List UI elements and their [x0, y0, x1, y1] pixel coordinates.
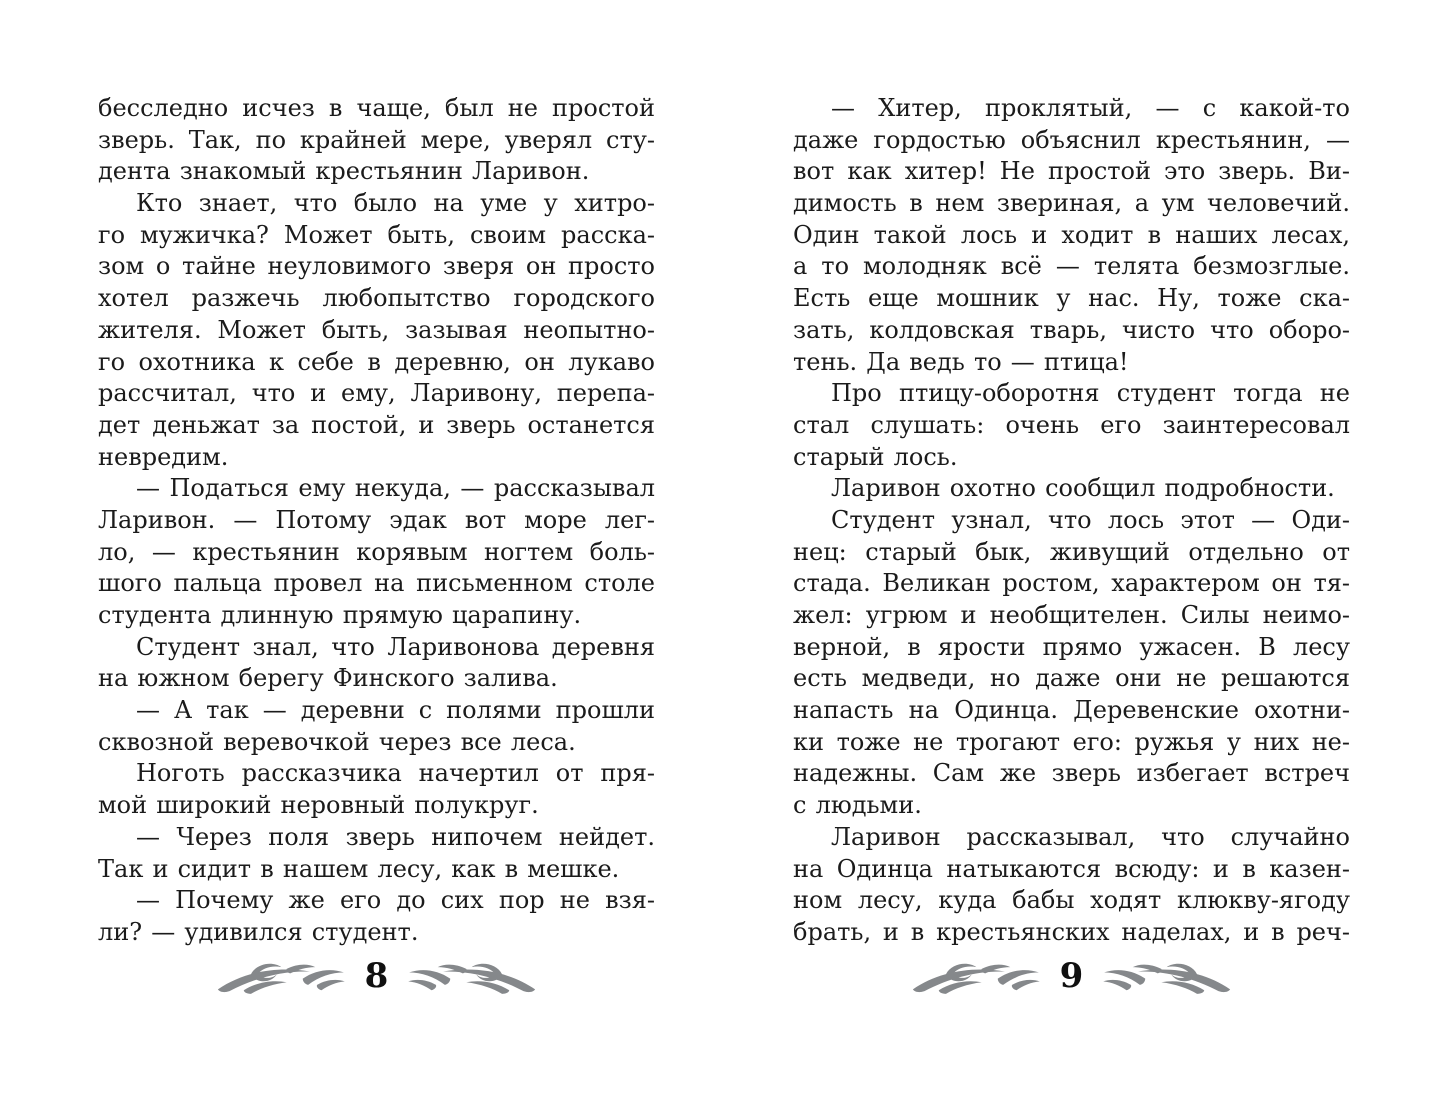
text-line: хотел разжечь любопытство городского [98, 284, 655, 313]
paragraph [793, 378, 1350, 473]
text-line: Ларивон. — Потому эдак вот море лег- [98, 505, 655, 534]
text-line: с людьми. [793, 791, 922, 820]
text-line: стада. Великан ростом, характером он тя- [793, 569, 1350, 598]
text-line: зверь. Так, по крайней мере, уверял сту- [98, 125, 655, 154]
page-text [793, 93, 1350, 949]
paragraph [98, 188, 655, 473]
text-line: напасть на Одинца. Деревенские охотни- [793, 696, 1350, 725]
text-line: ном лесу, куда бабы ходят клюкву-ягоду [793, 886, 1350, 915]
text-line: — Податься ему некуда, — рассказывал [136, 474, 655, 503]
text-line: нец: старый бык, живущий отдельно от [793, 537, 1350, 566]
text-line: го мужичка? Может быть, своим расска- [98, 220, 655, 249]
text-line: Есть еще мошник у нас. Ну, тоже ска- [793, 284, 1350, 313]
page-right [793, 0, 1350, 1096]
paragraph [98, 758, 655, 821]
text-line: — Через поля зверь нипочем нейдет. [136, 822, 655, 851]
text-line: верной, в ярости прямо ужасен. В лесу [793, 632, 1350, 661]
paragraph [98, 632, 655, 695]
text-line: вот как хитер! Не простой это зверь. Ви- [793, 157, 1350, 186]
text-line: Так и сидит в нашем лесу, как в мешке. [98, 854, 620, 883]
text-line: жителя. Может быть, зазывая неопытно- [98, 315, 655, 344]
text-line: — Хитер, проклятый, — с какой-то [831, 94, 1350, 122]
text-line: дет деньжат за постой, и зверь останется [98, 410, 655, 439]
flourish-left-icon [217, 956, 351, 996]
text-line: ки тоже не трогают его: ружья у них не- [793, 727, 1350, 756]
text-line: брать, и в крестьянских наделах, и в реч- [793, 917, 1350, 946]
text-line: шого пальца провел на письменном столе [98, 569, 655, 598]
text-line: старый лось. [793, 442, 958, 471]
text-line: дента знакомый крестьянин Ларивон. [98, 157, 590, 186]
text-line: есть медведи, но даже они не решаются [793, 664, 1350, 693]
page-text [98, 93, 655, 949]
page-footer [98, 956, 655, 996]
text-line: Кто знает, что было на уме у хитро- [136, 189, 655, 218]
text-line: стал слушать: очень его заинтересовал [793, 410, 1350, 439]
flourish-right-icon [1097, 956, 1231, 996]
text-line: бесследно исчез в чаще, был не простой [98, 94, 655, 122]
paragraph [793, 505, 1350, 822]
text-line: Один такой лось и ходит в наших лесах, [793, 220, 1350, 249]
text-line: Ларивон охотно сообщил подробности. [831, 474, 1335, 503]
paragraph [793, 93, 1350, 378]
paragraph [793, 822, 1350, 949]
text-line: Студент знал, что Ларивонова деревня [136, 632, 655, 661]
paragraph [98, 473, 655, 631]
text-line: надежны. Сам же зверь избегает встреч [793, 759, 1350, 788]
paragraph [793, 473, 1350, 505]
paragraph [98, 885, 655, 948]
paragraph [98, 822, 655, 885]
text-line: ло, — крестьянин корявым ногтем боль- [98, 537, 655, 566]
text-line: невредим. [98, 442, 229, 471]
text-line: даже гордостью объяснил крестьянин, — [793, 125, 1350, 154]
paragraph [98, 93, 655, 188]
text-line: Ларивон рассказывал, что случайно [831, 822, 1350, 851]
page-left [98, 0, 655, 1096]
text-line: жел: угрюм и необщителен. Силы неимо- [793, 601, 1350, 629]
text-line: зать, колдовская тварь, чисто что оборо- [793, 315, 1350, 344]
paragraph [98, 695, 655, 758]
text-line: на Одинца натыкаются всюду: и в казен- [793, 854, 1350, 883]
text-line: Про птицу-оборотня студент тогда не [831, 379, 1350, 408]
text-line: — Почему же его до сих пор не взя- [136, 886, 655, 915]
text-line: тень. Да ведь то — птица! [793, 347, 1129, 376]
flourish-left-icon [912, 956, 1046, 996]
text-line: димость в нем звериная, а ум человечий. [793, 189, 1350, 218]
page-number: 8 [364, 956, 389, 996]
text-line: рассчитал, что и ему, Ларивону, перепа- [98, 379, 655, 408]
page-footer [793, 956, 1350, 996]
text-line: — А так — деревни с полями прошли [136, 696, 655, 725]
text-line: сквозной веревочкой через все леса. [98, 727, 576, 756]
text-line: зом о тайне неуловимого зверя он просто [98, 252, 655, 281]
page-number: 9 [1059, 956, 1084, 996]
flourish-right-icon [402, 956, 536, 996]
text-line: Студент узнал, что лось этот — Оди- [831, 505, 1350, 534]
text-line: на южном берегу Финского залива. [98, 664, 558, 693]
text-line: го охотника к себе в деревню, он лукаво [98, 347, 655, 376]
text-line: а то молодняк всё — телята безмозглые. [793, 252, 1350, 281]
text-line: ли? — удивился студент. [98, 917, 419, 946]
text-line: Ноготь рассказчика начертил от пря- [136, 759, 655, 788]
text-line: студента длинную прямую царапину. [98, 601, 582, 629]
text-line: мой широкий неровный полукруг. [98, 791, 539, 820]
